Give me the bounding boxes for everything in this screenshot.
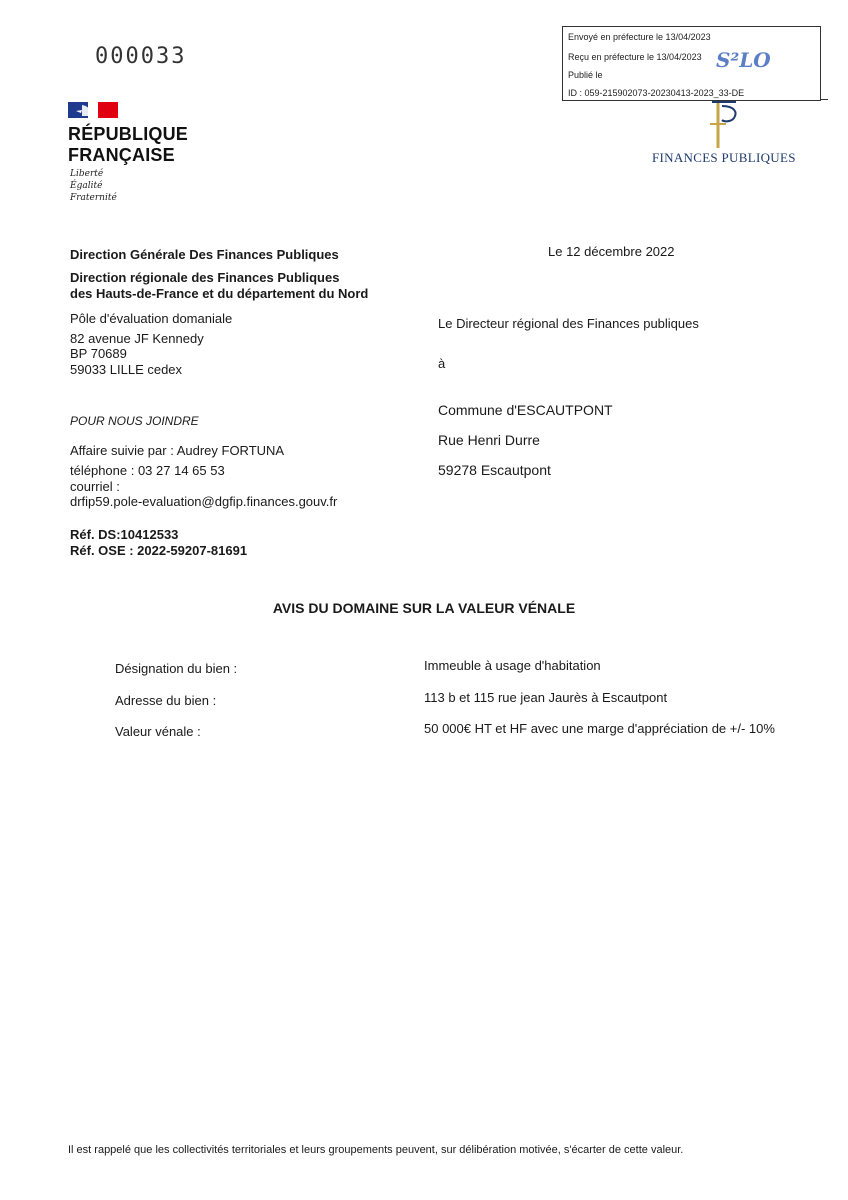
sender-address1: 82 avenue JF Kennedy [70, 331, 204, 346]
republique-line1: RÉPUBLIQUE [68, 124, 189, 144]
sender-drfip-line2: des Hauts-de-France et du département du Nord [70, 286, 369, 301]
document-number: 000033 [95, 44, 187, 69]
finances-publiques-logo-icon [698, 100, 742, 150]
contact-heading: POUR NOUS JOINDRE [70, 414, 199, 428]
contact-affaire: Affaire suivie par : Audrey FORTUNA [70, 443, 285, 458]
letter-from: Le Directeur régional des Finances publiques [438, 316, 699, 331]
stamp-extension-line [820, 99, 828, 100]
republique-line2: FRANÇAISE [68, 145, 175, 165]
detail-value-designation: Immeuble à usage d'habitation [424, 658, 601, 673]
stamp-sent: Envoyé en préfecture le 13/04/2023 [568, 32, 711, 42]
detail-value-adresse: 113 b et 115 rue jean Jaurès à Escautpont [424, 690, 668, 705]
sender-pole: Pôle d'évaluation domaniale [70, 311, 233, 326]
stamp-right-border [820, 26, 821, 100]
s2lo-logo: S²LO [716, 48, 771, 72]
finances-publiques-label: FINANCES PUBLIQUES [652, 150, 796, 165]
marianne-logo-icon [68, 102, 118, 118]
ref-ds: Réf. DS:10412533 [70, 527, 179, 542]
prefecture-stamp [562, 26, 821, 101]
letter-date: Le 12 décembre 2022 [548, 244, 675, 259]
sender-address2: BP 70689 [70, 346, 127, 361]
recipient-street: Rue Henri Durre [438, 432, 540, 448]
contact-courriel-label: courriel : [70, 479, 120, 494]
detail-label-valeur: Valeur vénale : [115, 724, 201, 739]
recipient-name: Commune d'ESCAUTPONT [438, 402, 613, 418]
motto-liberte: Liberté [70, 169, 104, 179]
sender-dgfip: Direction Générale Des Finances Publiques [70, 247, 339, 262]
detail-value-valeur: 50 000€ HT et HF avec une marge d'appréciation de +/- 10% [424, 721, 775, 736]
detail-label-adresse: Adresse du bien : [115, 693, 217, 708]
document-title: AVIS DU DOMAINE SUR LA VALEUR VÉNALE [272, 600, 576, 616]
sender-address3: 59033 LILLE cedex [70, 362, 183, 377]
detail-label-designation: Désignation du bien : [115, 661, 238, 676]
sender-drfip-line1: Direction régionale des Finances Publiques [70, 270, 340, 285]
ref-ose: Réf. OSE : 2022-59207-81691 [70, 543, 248, 558]
contact-telephone: téléphone : 03 27 14 65 53 [70, 463, 225, 478]
stamp-published: Publié le [568, 70, 603, 80]
footer-note: Il est rappelé que les collectivités territoriales et leurs groupements peuvent, sur délibération motivée, s'écarter de cette valeur. [68, 1144, 684, 1156]
letter-to-prefix: à [438, 356, 446, 371]
stamp-id: ID : 059-215902073-20230413-2023_33-DE [568, 88, 745, 98]
stamp-received: Reçu en préfecture le 13/04/2023 [568, 52, 702, 62]
motto-egalite: Égalité [70, 181, 103, 191]
recipient-city: 59278 Escautpont [438, 462, 551, 478]
motto-fraternite: Fraternité [70, 193, 117, 203]
contact-email: drfip59.pole-evaluation@dgfip.finances.gouv.fr [70, 494, 338, 509]
